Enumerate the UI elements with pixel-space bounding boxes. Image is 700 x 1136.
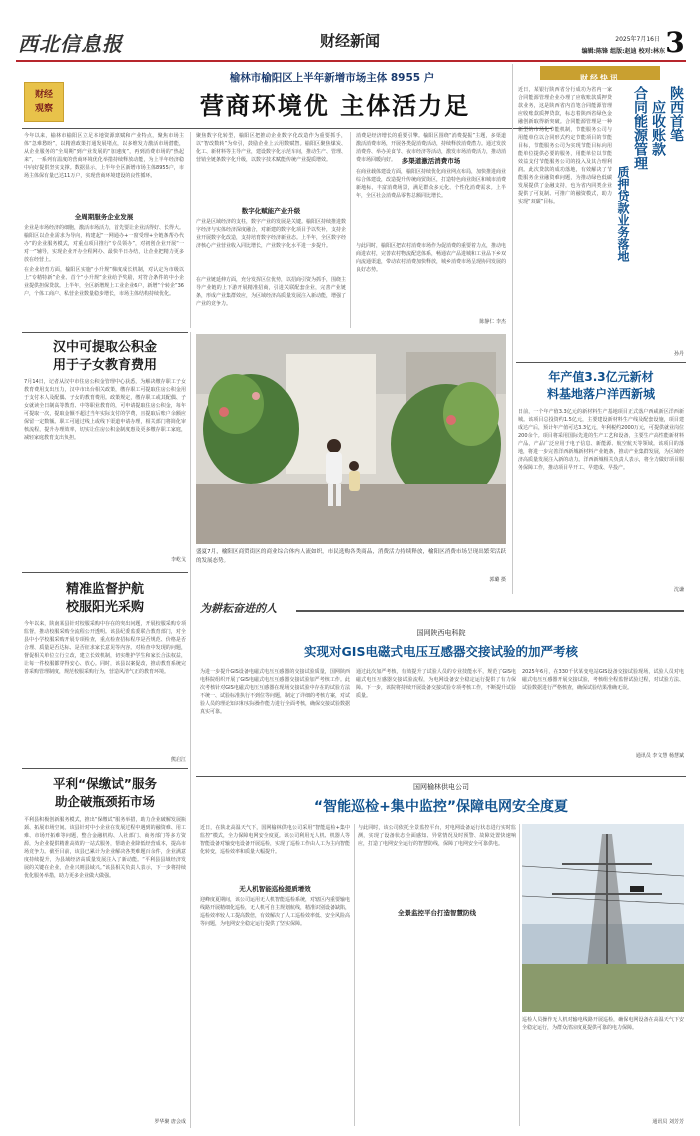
lead-title: 营商环境优 主体活力足 (199, 91, 471, 120)
grid-story2-body-c: 与此同时，该公司依托全景监控平台，对电网设备运行状态进行实时监测，实现了设备状态全面感知、异常情况及时预警、故障处置快速响应，打造了电网安全运行的智慧防线，保障了电网安全可靠供电。 (358, 825, 516, 847)
lead-kicker-bottom: 观察 (34, 104, 53, 114)
paper-name: 西北信息报 (18, 32, 123, 56)
grid-story2-photo-image (522, 824, 684, 1012)
masthead-logo (18, 28, 138, 58)
lead-photo-byline: 郭璐 摄 (489, 577, 506, 583)
masthead-rule (16, 60, 686, 62)
grid-story1-title: 实现对GIS电磁式电压互感器交接试验的加严考核 (304, 644, 578, 659)
grid-col-divider-2 (519, 824, 520, 1126)
lead-byline: 陈静仁 李杰 (479, 319, 506, 325)
grid-story2-body-a: 近日，在陕北高温天气下，国网榆林供电公司采用“智能巡检+集中监控”模式，全力保障电网安全度夏。该公司利用无人机、机器人等智能设备对输变电设备开展巡检，实现了巡检工作由人工为主向智能化转变，巡检效率和质量大幅提升。 (200, 825, 351, 855)
story3-body: 今年以来，陕南某县针对校服采购中存在的突出问题，开展校服采购专项监督，推动校服采购全流程公开透明。该县纪委监委联合教育部门，对全县中小学校服采购开展专项检查，重点检查招标程序是否规范、价格是否合理、质量是否达标、是否征求家长意见等内容。对检查中发现的问题，督促相关单位立行立改，建立长效机制，切实维护学生和家长合法权益，让每一件校服都穿得安心、放心。同时，该县以案促改，推动教育系统完善采购管理制度，规范校服采购行为，营造风清气正的教育环境。 (24, 621, 186, 675)
story2-top-rule (22, 332, 188, 333)
lead-sub1: 全周期服务企业发展 (74, 213, 134, 221)
grid-story1-kicker: 国网陕西电科院 (416, 629, 466, 637)
col-divider-2 (350, 132, 351, 328)
story3-top-rule (22, 572, 188, 573)
grid-story1-body-b: 通过此次加严考核，有效提升了试验人员的专业技能水平，规范了GIS电磁式电压互感器交接试验流程，为电网设备安全稳定运行提供了有力保障。下一步，该院将持续开展设备交接试验专项考核工作，不断提升试验质量。 (356, 669, 517, 699)
sidebar-story1-title-r4: 质押贷款业务落地 (616, 166, 630, 262)
grid-story2-sub1: 无人机智能巡检提质增效 (239, 885, 311, 893)
grid-story1-body-c: 2025年6月，在330千伏某变电站GIS设备交接试验现场，试验人员对电磁式电压互感器开展交接试验，考核组全程监督试验过程，对试验方法、试验数据进行严格核查，确保试验结果准确无误。 (522, 669, 684, 691)
lead-photo (196, 334, 506, 544)
lead-col2-p2: 产业是区域经济的支柱，数字产业的发展是关键。榆阳区持续推进数字经济与实体经济深度融合，对新建的数字化项目予以奖补，支持企业开展数字化改造，支持培育数字经济新业态。上半年，全区数字经济核心产业营业收入同比增长，产业数字化水平进一步提升。 (196, 219, 347, 249)
section-banner (196, 596, 686, 622)
col-divider-1 (190, 132, 191, 328)
story2-title-l2: 用于子女教育费用 (52, 358, 157, 373)
left-col-divider (190, 332, 191, 1128)
lead-sub3: 多渠道激活消费市场 (401, 157, 461, 165)
section-name: 财经新闻 (319, 32, 380, 50)
lead-kicker (24, 82, 64, 122)
sidebar-story1-title (616, 86, 686, 356)
lead-col3-p1: 消费是经济增长的重要引擎。榆阳区围绕“消费提振”主题，多渠道激活消费市场，开展各类促消费活动，持续释放消费潜力。通过发放消费券、举办美食节、夜市经济等活动，激发市场消费活力，推动消费市场回暖向好。 (356, 133, 507, 163)
story4-title-l1: 平利“保缴试”服务 (53, 776, 157, 791)
sidebar-label-box (540, 66, 660, 83)
sidebar-story1-title-r3: 合同能源管理 (632, 86, 648, 170)
lead-sub2: 数字化赋能产业升级 (241, 207, 301, 215)
grid-story-separator (196, 776, 686, 777)
masthead-editors: 编辑:陈锋 组版:赵迪 校对:林东 (581, 48, 665, 55)
lead-col2-p1: 聚焦数字化转型，榆阳区把推动企业数字化改造作为重要抓手，以“智改数转”为牵引，鼓励企业上云用数赋智。榆阳区聚焦煤炭、化工、新材料等主导产业，建设数字化示范车间，推动生产、管理、营销全链条数字化升级，以数字技术赋能传统产业提质增效。 (196, 133, 347, 163)
sidebar-story1-title-r1: 陕西首笔 (668, 86, 684, 142)
story4-byline: 罗华聚 唐会成 (154, 1119, 186, 1125)
lead-header-rule (22, 128, 552, 129)
story2-title-l1: 汉中可提取公积金 (52, 340, 157, 355)
sidebar-story1-byline: 孙丹 (673, 351, 684, 357)
sidebar-story2-byline: 沈谦 (673, 587, 684, 593)
section-banner-label: 为耕耘奋进的人 (200, 602, 277, 615)
grid-story1-byline: 通讯员 李文慧 杨慧斌 (635, 753, 684, 759)
story4-top-rule (22, 768, 188, 769)
sidebar-story1-body: 近日，某银行陕西省分行成功为省内一家合同能源管理企业办理了应收账款质押贷款业务，这是陕西省内首笔合同能源管理应收账款质押贷款，标志着陕西省绿色金融创新取得新突破。合同能源管理是一种新型的市场化节能机制，节能服务公司与用能单位以合同形式约定节能项目的节能目标，节能服务公司为实现节能目标向用能单位提供必要的服务，用能单位以节能效益支付节能服务公司的投入及其合理利润。此次贷款的成功落地，有效解决了节能服务企业融资难问题，为推动绿色低碳发展提供了金融支持，也为省内同类企业提供了可复制、可推广的融资模式，助力实现“双碳”目标。 (518, 87, 612, 205)
story4-body: 平利县积极创新服务模式，推出“保缴试”服务举措，助力企业破解发展瓶颈、拓展市场空间。该县针对中小企业在发展过程中遇到的融资难、用工难、市场开拓难等问题，整合金融机构、人社部门、商务部门等多方资源，为企业提供精准高效的一站式服务，帮助企业降低经营成本，提高市场竞争力。截至目前，该县已累计为企业解决各类难题百余件，企业满意度持续提升，为县域经济高质量发展注入了新动能。“平利县县域经济发展的关键在企业，企业兴则县域兴。”该县相关负责人表示，下一步将持续优化服务举措，助力更多企业做大做强。 (24, 817, 186, 879)
lead-col1-p3: 在企业培育方面，榆阳区实施“小升规”梯度成长机制，对认定为市级以上“专精特新”企业、首个“小升规”企业给予奖励，对符合条件的中小企业提供担保贷款。上半年，全区新增规上工业企业6户，新增“个转企”36户，个体工商户、私营企业数量稳步增长，市场主体结构持续优化。 (24, 267, 184, 297)
lead-col1-p2: 企业是市场经济的细胞，激活市场活力，首先要让企业活得好、长得大。榆阳区以企业需求为导向，构建起“一网通办+一窗受理+全链条帮办代办”的企业服务模式，对重点项目推行“专员领办”，对初创企业开展“一对一”辅导，实现企业开办全程网办、最快半日办结，让企业把精力更多放在经营上。 (24, 225, 185, 263)
lead-col3-p2: 在商业载体建设方面，榆阳区持续优化商业网点布局，加快推进商业综合体建设，改造提升传统商贸街区，打造特色商业街区和城市消费新地标，丰富消费场景，满足群众多元化、个性化消费需求。上半年，全区社会消费品零售总额同比增长。 (356, 169, 507, 199)
sidebar-label: 财经快讯 (580, 74, 620, 83)
lead-col3-p3: 与此同时，榆阳区把农村消费市场作为促消费的重要着力点，推动电商进农村，完善农村物流配送体系，畅通农产品进城和工业品下乡双向流通渠道，带动农村消费加快释放，城乡消费市场呈现协同发展的良好态势。 (356, 243, 507, 273)
grid-story2-sub2: 全景监控平台打造智慧防线 (398, 909, 476, 917)
grid-story2-body-b: 迎峰度夏期间，该公司运用无人机智能巡检系统，对辖区内重要输电线路开展精细化巡检，无人机可自主规划航线，精准识别设备缺陷，巡检效率较人工提高数倍，有效解决了人工巡检效率低、安全风险高等问题，为电网安全稳定运行提供了坚实保障。 (200, 897, 351, 927)
sidebar-story2-title-l2: 料基地落户洋西新城 (546, 387, 655, 401)
grid-story2-photo-caption: 巡检人员操作无人机对输电线路开展巡检，确保电网设备在高温天气下安全稳定运行，为群众清凉度夏提供可靠的电力保障。 (522, 1017, 684, 1031)
grid-story2-title: “智能巡检+集中监控”保障电网安全度夏 (313, 799, 569, 815)
sidebar-story2-rule (516, 362, 686, 363)
lead-col1-p1: 今年以来，榆林市榆阳区立足本地资源禀赋和产业特点，聚焦市场主体“急难愁盼”，以精准政策打通发展堵点，以多维发力激活市场潜能，从企业服务的“全周期”到产业发展的“加速度”，再到消费市场的“热起来”，一系列有温度的营商环境优化举措持续释放动能，为上半年经济稳中向好提供坚实支撑。数据显示，上半年全区新增市场主体8955户，市场主体保有量已达11万户，实现营商环境建设的良性循环。 (24, 133, 184, 179)
lead-photo-image (196, 334, 506, 544)
story2-byline: 李屹戈 (170, 557, 186, 563)
sidebar-divider (512, 64, 513, 594)
lead-kicker-top: 财经 (34, 90, 53, 100)
sidebar-story1-title-r2: 应收账款 (650, 100, 666, 156)
grid-col-divider-1 (354, 824, 355, 1126)
lead-subtitle: 榆林市榆阳区上半年新增市场主体 8955 户 (229, 72, 435, 84)
grid-story2-byline: 通讯员 刘芳芳 (652, 1119, 684, 1125)
section-banner-line (296, 610, 684, 612)
sidebar-story2-title-l1: 年产值3.3亿元新材 (548, 370, 654, 384)
page-number: 3 (665, 26, 685, 59)
lead-col2-p3: 在产业链延伸方面，充分发挥区位优势，以招商引资为抓手，围绕主导产业链的上下游开展精准招商，引进关联配套企业，完善产业链条，形成产业集群效应，为区域经济高质量发展注入新动能，增强了产业的竞争力。 (196, 277, 347, 307)
masthead-date: 2025年7月16日 (615, 36, 660, 43)
grid-story2-photo (522, 824, 684, 1012)
story3-title-l2: 校服阳光采购 (65, 600, 144, 615)
story4-title-l2: 助企破瓶颈拓市场 (54, 794, 155, 809)
grid-story1-body-a: 为进一步提升GIS设备电磁式电压互感器的交接试验质量，国网陕西电科院组织开展了GIS电磁式电压互感器交接试验加严考核工作。此次考核针对GIS电磁式电压互感器在现场交接试验中存在的试验方法不统一、试验标准执行不到位等问题，制定了详细的考核方案，对试验人员的理论知识和实际操作能力进行全面考核，确保交接试验数据真实可靠。 (200, 669, 351, 715)
story3-title-l1: 精准监督护航 (65, 582, 144, 597)
story2-body: 7月14日，记者从汉中市住房公积金管理中心获悉，为解决缴存职工子女教育费用支出压力，汉中市出台相关政策，缴存职工可提取住房公积金用于支付本人及配偶、子女的教育费用。政策规定，缴存职工或其配偶、子女就读全日制高等教育、中等职业教育的，可申请提取住房公积金，每年可提取一次，提取金额不超过当年实际支付的学费，且提取后账户余额应保留一定数额。职工可通过线上或线下渠道申请办理，相关部门将简化审核流程，提升办理效率，切实让住房公积金制度惠及更多缴存职工家庭，减轻家庭教育支出负担。 (24, 379, 186, 441)
story3-byline: 熊启江 (170, 757, 186, 763)
sidebar-story2-body: 日前，一个年产值3.3亿元的新材料生产基地项目正式落户西咸新区洋西新城。该项目总投资约1.5亿元，主要建设新材料生产线及配套设施，项目建成达产后，预计年产值可达3.3亿元，年利税约2000万元，可提供就业岗位200余个。项目将采用国际先进的生产工艺和设备，主要生产高性能新材料产品，产品广泛应用于电子信息、新能源、航空航天等领域。该项目的落地，将进一步完善洋西新城新材料产业链条，推动产业集群发展，为区域经济高质量发展注入新的动力。洋西新城相关负责人表示，将全力做好项目服务保障工作，推动项目早开工、早建成、早投产。 (518, 409, 684, 471)
lead-photo-caption: 盛夏7月，榆阳区商贸街区的商业综合体内人流如织，市民选购各类商品，消费活力持续释放，榆阳区消费市场呈现出繁荣活跃的发展态势。 (196, 549, 506, 564)
grid-story2-kicker: 国网榆林供电公司 (413, 783, 469, 791)
